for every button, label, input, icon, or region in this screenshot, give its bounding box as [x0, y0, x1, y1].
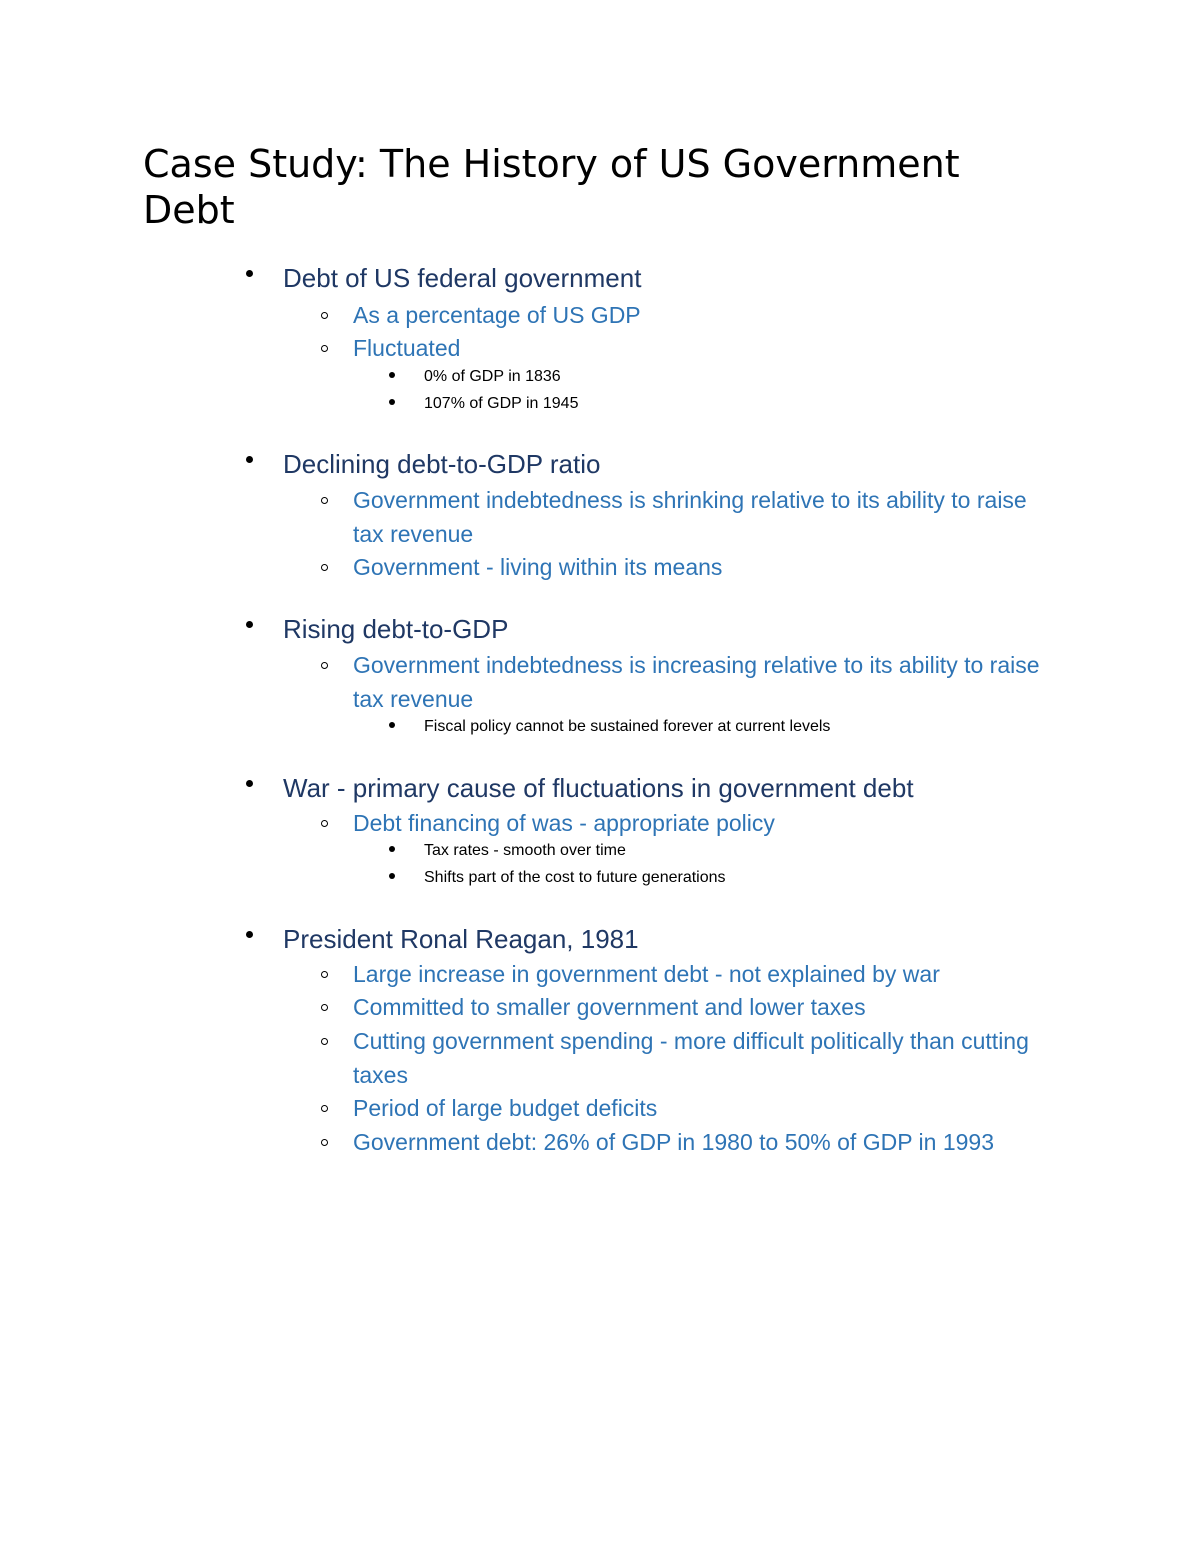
bullet-icon [389, 873, 395, 879]
bullet-icon [246, 456, 253, 463]
bullet-icon [246, 621, 253, 628]
section-heading: Debt of US federal government [283, 263, 642, 293]
section-heading: Rising debt-to-GDP [283, 614, 509, 644]
circle-bullet-icon [321, 1038, 328, 1045]
bullet-icon [389, 372, 395, 378]
detail-item: Tax rates - smooth over time [424, 842, 626, 859]
sub-item: Large increase in government debt - not explained by war [353, 961, 940, 987]
circle-bullet-icon [321, 971, 328, 978]
circle-bullet-icon [321, 564, 328, 571]
sub-item: Fluctuated [353, 335, 461, 361]
circle-bullet-icon [321, 820, 328, 827]
sub-item: Government indebtedness is increasing relative to its ability to raise tax revenue [353, 652, 1040, 712]
sub-item: Debt financing of was - appropriate policy [353, 810, 775, 836]
circle-bullet-icon [321, 497, 328, 504]
circle-bullet-icon [321, 1004, 328, 1011]
bullet-icon [246, 270, 253, 277]
detail-item: 107% of GDP in 1945 [424, 395, 579, 412]
bullet-icon [389, 846, 395, 852]
section-heading: President Ronal Reagan, 1981 [283, 924, 639, 954]
sub-item: Period of large budget deficits [353, 1095, 658, 1121]
detail-item: Fiscal policy cannot be sustained forever at current levels [424, 718, 831, 735]
bullet-icon [246, 931, 253, 938]
sub-item: Government - living within its means [353, 554, 723, 580]
circle-bullet-icon [321, 345, 328, 352]
sub-item: Cutting government spending - more difficult politically than cutting taxes [353, 1028, 1029, 1088]
sub-item: As a percentage of US GDP [353, 302, 641, 328]
bullet-icon [389, 399, 395, 405]
bullet-icon [246, 780, 253, 787]
detail-item: 0% of GDP in 1836 [424, 368, 561, 385]
section-heading: War - primary cause of fluctuations in government debt [283, 773, 914, 803]
detail-item: Shifts part of the cost to future generations [424, 869, 726, 886]
sub-item: Government indebtedness is shrinking relative to its ability to raise tax revenue [353, 487, 1027, 547]
circle-bullet-icon [321, 1105, 328, 1112]
circle-bullet-icon [321, 1139, 328, 1146]
section-heading: Declining debt-to-GDP ratio [283, 449, 601, 479]
sub-item: Committed to smaller government and lower taxes [353, 994, 866, 1020]
circle-bullet-icon [321, 312, 328, 319]
document-title: Case Study: The History of US Government Debt [143, 142, 960, 232]
bullet-icon [389, 722, 395, 728]
sub-item: Government debt: 26% of GDP in 1980 to 50% of GDP in 1993 [353, 1129, 994, 1155]
circle-bullet-icon [321, 662, 328, 669]
